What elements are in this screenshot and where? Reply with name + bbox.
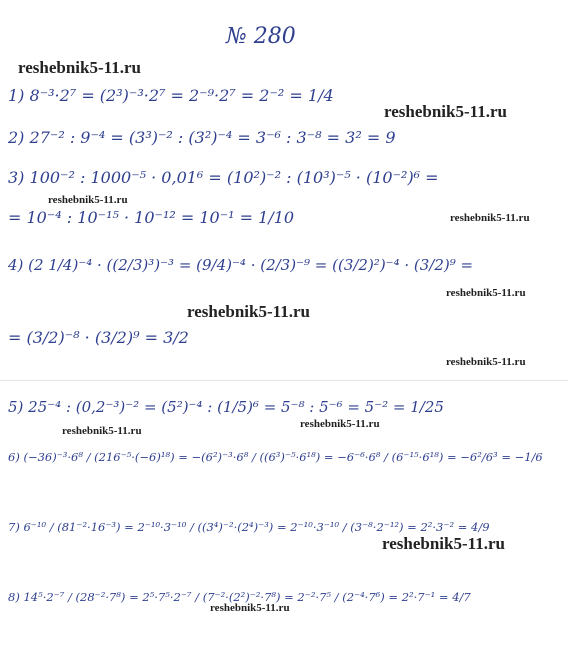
solution-line-3-cont: = 10⁻⁴ : 10⁻¹⁵ · 10⁻¹² = 10⁻¹ = 1/10 [8, 208, 295, 227]
watermark: reshebnik5-11.ru [450, 212, 530, 224]
watermark: reshebnik5-11.ru [210, 602, 290, 614]
solution-line-3: 3) 100⁻² : 1000⁻⁵ · 0,01⁶ = (10²)⁻² : (10³)⁻⁵ · (10⁻²)⁶ = [8, 168, 439, 187]
solution-line-7: 7) 6⁻¹⁰ / (81⁻²·16⁻³) = 2⁻¹⁰·3⁻¹⁰ / ((3⁴)⁻²·(2⁴)⁻³) = 2⁻¹⁰·3⁻¹⁰ / (3⁻⁸·2⁻¹²) = 2²·3⁻² = 4/9 [8, 520, 490, 534]
watermark: reshebnik5-11.ru [62, 425, 142, 437]
solution-line-1: 1) 8⁻³·2⁷ = (2³)⁻³·2⁷ = 2⁻⁹·2⁷ = 2⁻² = 1/4 [8, 86, 334, 105]
solution-line-5: 5) 25⁻⁴ : (0,2⁻³)⁻² = (5²)⁻⁴ : (1/5)⁶ = 5⁻⁸ : 5⁻⁶ = 5⁻² = 1/25 [8, 398, 444, 416]
watermark: reshebnik5-11.ru [384, 102, 507, 121]
problem-number: № 280 [226, 24, 296, 49]
solution-line-4: 4) (2 1/4)⁻⁴ · ((2/3)³)⁻³ = (9/4)⁻⁴ · (2/3)⁻⁹ = ((3/2)²)⁻⁴ · (3/2)⁹ = [8, 256, 474, 274]
watermark: reshebnik5-11.ru [446, 287, 526, 299]
watermark: reshebnik5-11.ru [446, 356, 526, 368]
watermark: reshebnik5-11.ru [187, 302, 310, 321]
solution-line-6: 6) (−36)⁻³·6⁸ / (216⁻⁵·(−6)¹⁸) = −(6²)⁻³·6⁸ / ((6³)⁻⁵·6¹⁸) = −6⁻⁶·6⁸ / (6⁻¹⁵·6¹⁸) = −6²/6³ = −1/6 [8, 450, 543, 464]
solution-line-8: 8) 14⁵·2⁻⁷ / (28⁻²·7⁸) = 2⁵·7⁵·2⁻⁷ / (7⁻²·(2²)⁻²·7⁸) = 2⁻²·7⁵ / (2⁻⁴·7⁶) = 2²·7⁻¹ = 4/7 [8, 590, 471, 604]
divider [0, 380, 568, 381]
watermark: reshebnik5-11.ru [382, 534, 505, 553]
watermark: reshebnik5-11.ru [18, 58, 141, 77]
watermark: reshebnik5-11.ru [300, 418, 380, 430]
watermark: reshebnik5-11.ru [48, 194, 128, 206]
solution-line-4-cont: = (3/2)⁻⁸ · (3/2)⁹ = 3/2 [8, 328, 189, 347]
solution-line-2: 2) 27⁻² : 9⁻⁴ = (3³)⁻² : (3²)⁻⁴ = 3⁻⁶ : 3⁻⁸ = 3² = 9 [8, 128, 396, 147]
